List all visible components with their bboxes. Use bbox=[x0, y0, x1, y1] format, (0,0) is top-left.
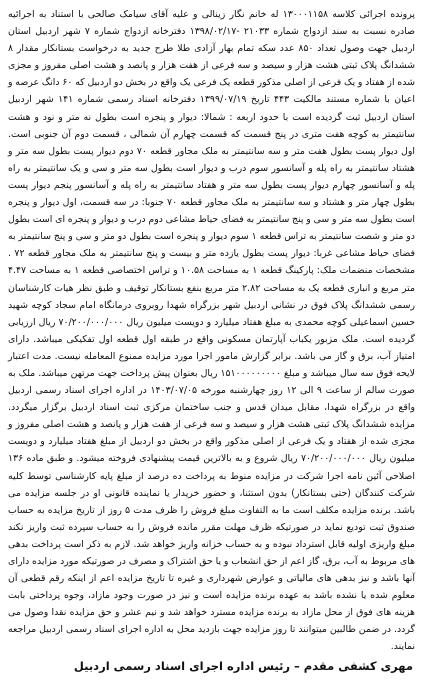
notice-signature: مهری کشفی مقدم – رئیس اداره اجرای اسناد رسمی اردبیل bbox=[73, 659, 413, 673]
auction-notice-body: پرونده اجرائی کلاسه ۱۳۰۰۰۱۱۵۸ له خانم نگار زینالی و علیه آقای سیامک صالحی با استناد به اجرائیه صادره نسبت به سند ازدواج شماره ۲۱۰۳۳ -۱۳۹۸/۰۲/۱۷ دفترخانه ازدواج شماره ۷ شهر اردبیل استان اردبیل جهت وصول تعداد ۸۵۰ عدد سکه تمام بهار آزادی طلا طرح جدید به درخواست بستانکار مقدار ۸ ششدانگ پلاک ثبتی هشت هزار و سیصد و سه فرعی از هفت هزار و پانصد و هشت اصلی مفروز و مجزی شده از هفتاد و یک فرعی از اصلی مذکور قطعه یک فرعی یک واقع در بخش دو اردبیل که ۶۰ دانگ عرصه و اعیان با شماره مستند مالکیت ۴۴۳ تاریخ ۱۳۹۹/۰۷/۱۹ دفترخانه اسناد رسمی شماره ۱۴۱ شهر اردبیل استان اردبیل ثبت گردیده است با حدود اربعه : شمالا: دیوار و پنجره است بطول نه متر و نود و هشت سانتیمتر به کوچه هفت متری در پنج قسمت که قسمت چهارم آن شمالی ، قسمت دوم آن جنوبی است. اول دیوار پست بطول هفت متر و سه سانتیمتر به ملک مجاور قطعه ۷۰ دوم دیوار پست بطول سه متر و هشتاد سانتیمتر به راه پله و آسانسور سوم درب و دیوار است بطول سه متر و سی و یک سانتیمتر به راه پله و آسانسور چهارم دیوار پست بطول سه متر و هفتاد سانتیمتر به راه پله و آسانسور پنجم دیوار پست بطول چهار متر و هشتاد و سه سانتیمتر به ملک مجاور قطعه ۷۰ جنوبا: در سه قسمت، اول دیوار و پنجره است بطول سه متر و سی و پنج سانتیمتر به فضای حیاط مشاعی دوم درب و دیوار و پنجره ای است بطول دو متر و شصت سانتیمتر به تراس قطعه ۱ سوم دیوار و پنجره است بطول دو متر و سی و پنج سانتیمتر به فضای حیاط مشاعی غربا: دیوار پست بطول یازده متر و بیست و پنج سانتیمتر به ملک مجاور قطعه ۷۲ . مشخصات منضمات ملک: پارکینگ قطعه ۱ به مساحت ۱۰.۵۸ و تراس اختصاصی قطعه ۱ به مساحت ۴.۴۷ متر مربع و انباری قطعه یک به مساحت ۲.۸۲ متر مربع بنفع بستانکار توقیف و طبق نظر هیات کارشناسان رسمی ششدانگ پلاک فوق در نشانی اردبیل شهر بزرگراه شهدا روبروی درمانگاه امام سجاد کوچه شهید حسین اسماعیلی کوچه محمدی به مبلغ هفتاد میلیارد و دویست میلیون ریال ۷۰/۲۰۰/۰۰۰/۰۰۰ ریال ارزیابی گردیده است. ملک مزبور یکباب آپارتمان مسکونی واقع در طبقه اول قطعه اول تفکیکی میباشد. دارای امتیاز آب، برق و گاز می باشد. برابر گزارش مامور اجرا مورد مزایده ممنوع المعامله نیست. مدت اعتبار لایحه فوق سه سال میباشد و مبلغ ۱۵۱۰۰۰۰۰۰۰۰۰ ریال بعنوان پیش پرداخت جهت مرتهن میباشد. ملک به صورت سالم از ساعت ۹ الی ۱۲ روز چهارشنبه مورخه ۱۴۰۳/۰۷/۰۵ در اداره اجرای اسناد رسمی اردبیل واقع در بزرگراه شهدا، مقابل میدان قدس و جنب ساختمان مرکزی ثبت اسناد اردبیل برگزار میگردد. مزایده ششدانگ پلاک ثبتی هشت هزار و سیصد و سه فرعی از هفت هزار و پانصد و هشت اصلی مفروز و مجزی شده از هفتاد و یک فرعی از اصلی مذکور واقع در بخش دو اردبیل از مبلغ هفتاد میلیارد و دویست میلیون ریال ۷۰/۲۰۰/۰۰۰/۰۰۰ ریال شروع و به بالاترین قیمت پیشنهادی فروخته میشود. و طبق ماده ۱۳۶ اصلاحی آئین نامه اجرا شرکت در مزایده منوط به پرداخت ده درصد از مبلغ پایه کارشناسی توسط کلیه شرکت کنندگان (حتی بستانکار) بدون استثنا، و حضور خریدار یا نماینده قانونی او در جلسه مزایده می باشد. برنده مزایده مکلف است ما به التفاوت مبلغ فروش را ظرف مدت ۵ روز از تاریخ مزایده به حساب صندوق ثبت تودیع نماید در صورتیکه ظرف مهلت مقرر مانده فروش را به حساب سپرده ثبت واریز نکند مبلغ واریزی اولیه قابل استرداد نبوده و به حساب خزانه واریز خواهد شد. لازم به ذکر است پرداخت بدهی های مربوط به آب، برق، گاز اعم از حق انشعاب و یا حق اشتراک و مصرف در صورتیکه مورد مزایده دارای آنها باشد و نیز بدهی های مالیاتی و عوارض شهرداری و غیره تا تاریخ مزایده اعم از اینکه رقم قطعی آن معلوم شده یا نشده باشد به عهده برنده مزایده است و نیز در صورت وجود مازاد، وجوه پرداختی بابت هزینه های فوق از محل مازاد به برنده مزایده مسترد خواهد شد و نیم عشر و حق مزایده نقدا وصول می گردد. در ضمن طالبین میتوانند تا روز مزایده جهت بازدید محل به اداره اجرای اسناد رسمی اردبیل مراجعه نمایند. bbox=[8, 9, 416, 653]
